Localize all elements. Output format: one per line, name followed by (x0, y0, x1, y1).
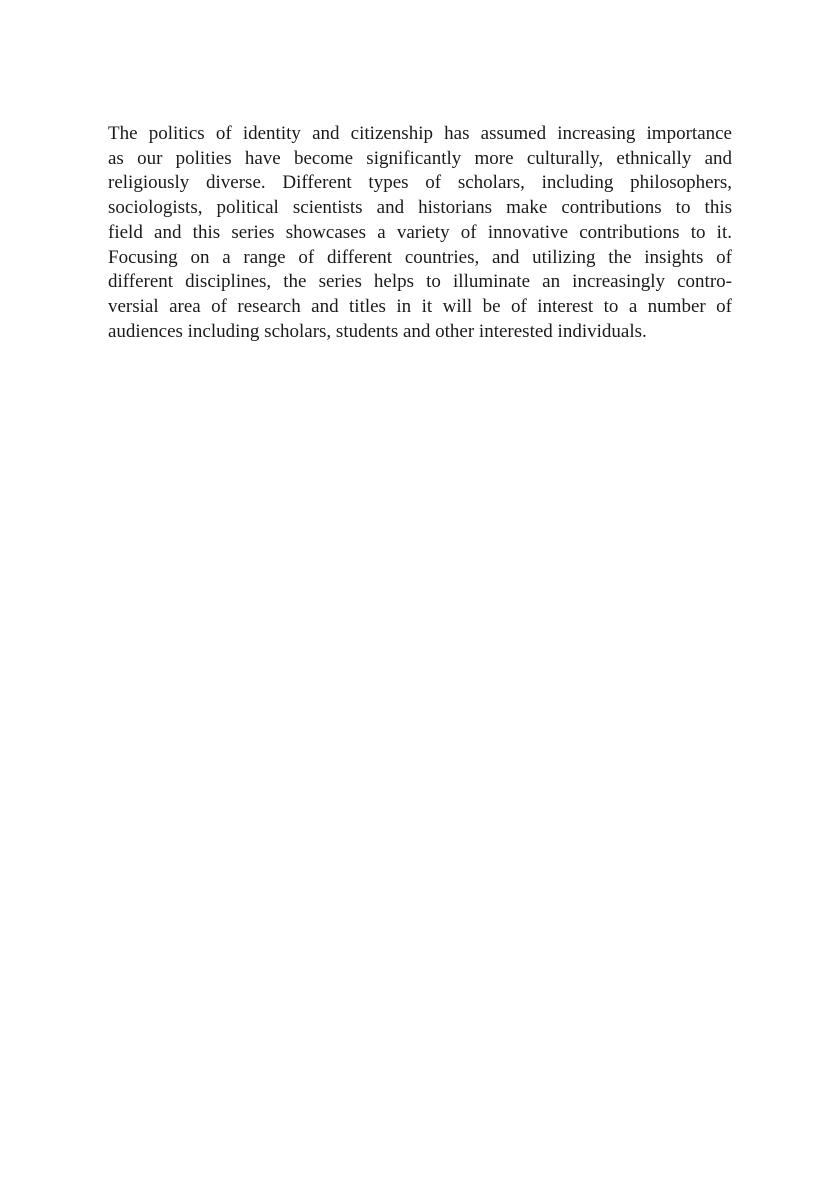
paragraph-line: sociologists, political scientists and historians make contributions to this (108, 197, 732, 219)
paragraph-line: as our polities have become significantly more culturally, ethnically and (108, 147, 732, 169)
paragraph-line: versial area of research and titles in it will be of interest to a number of (108, 295, 732, 317)
paragraph-line: Focusing on a range of different countries, and utilizing the insights of (108, 246, 732, 268)
series-description-paragraph (108, 122, 732, 344)
paragraph-line: field and this series showcases a variety of innovative contributions to it. (108, 221, 732, 243)
paragraph-line: different disciplines, the series helps to illuminate an increasingly contro- (108, 271, 732, 293)
paragraph-line: audiences including scholars, students and other interested individuals. (108, 320, 647, 342)
paragraph-line: The politics of identity and citizenship has assumed increasing importance (108, 123, 732, 144)
paragraph-line: religiously diverse. Different types of scholars, including philosophers, (108, 172, 732, 194)
